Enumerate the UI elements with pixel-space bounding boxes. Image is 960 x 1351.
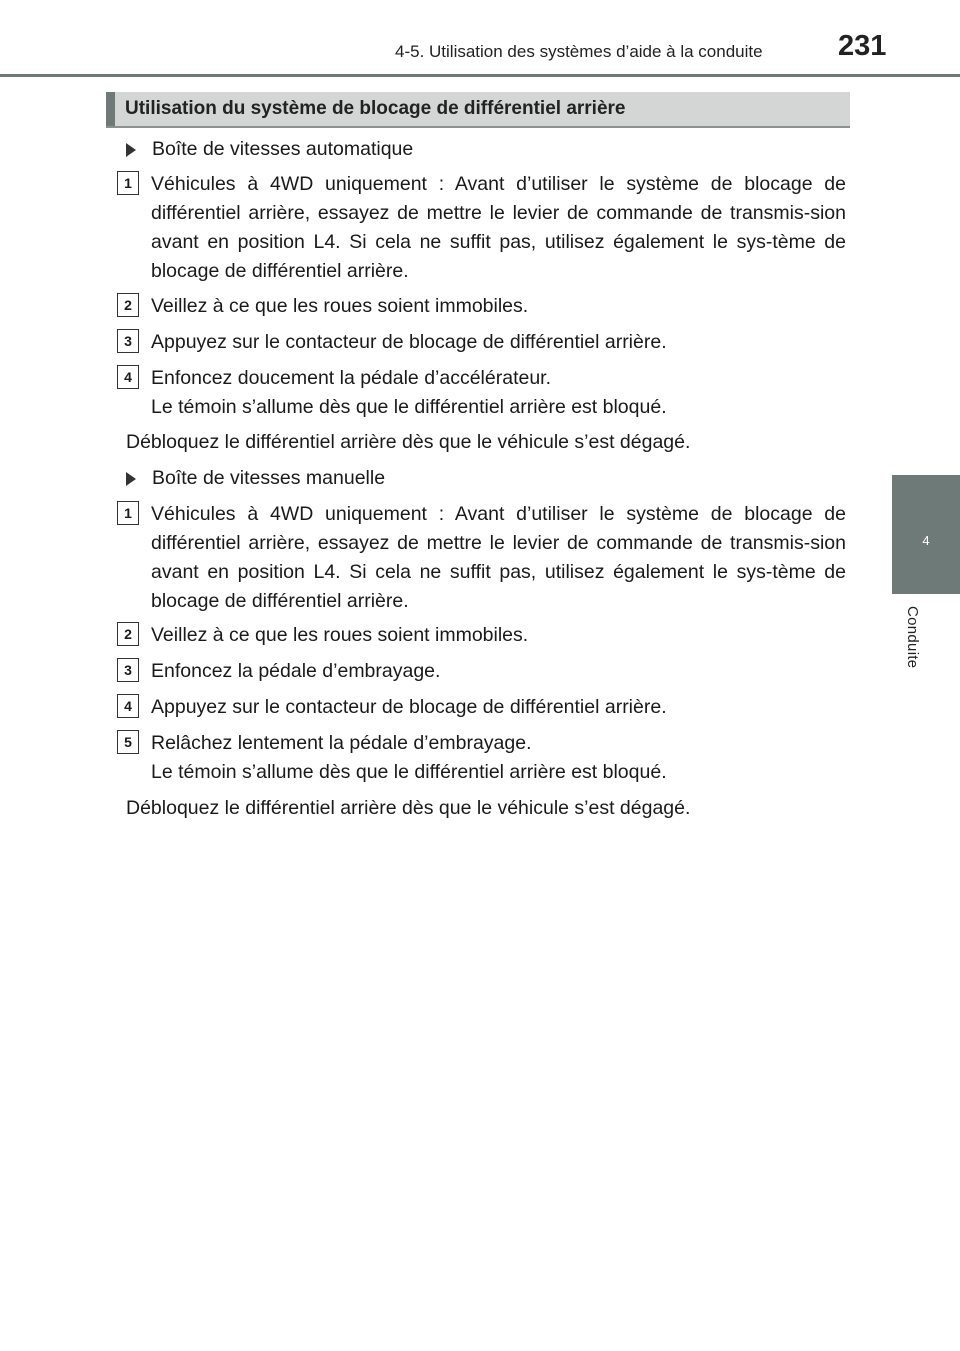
step-text: Véhicules à 4WD uniquement : Avant d’utiliser le système de blocage de différentiel arrière, essayez de mettre le levier de commande de transmis-sion avant en position L4. Si cela ne suffit pas, utilisez également le sys-tème de blocage de différentiel arrière. — [151, 503, 846, 612]
chapter-tab — [892, 475, 960, 594]
step-number-badge: 1 — [117, 501, 139, 525]
step-text: Veillez à ce que les roues soient immobiles. — [151, 295, 529, 317]
step-text: Relâchez lentement la pédale d’embrayage. — [151, 732, 532, 754]
step-text: Véhicules à 4WD uniquement : Avant d’utiliser le système de blocage de différentiel arrière, essayez de mettre le levier de commande de transmis-sion avant en position L4. Si cela ne suffit pas, utilisez également le sys-tème de blocage de différentiel arrière. — [151, 173, 846, 282]
subheading-text: Boîte de vitesses manuelle — [152, 467, 386, 489]
step-text: Veillez à ce que les roues soient immobiles. — [151, 624, 529, 646]
step-number-badge: 2 — [117, 293, 139, 317]
step-text: Enfoncez la pédale d’embrayage. — [151, 660, 441, 682]
step-text: Appuyez sur le contacteur de blocage de différentiel arrière. — [151, 696, 667, 718]
step-number-badge: 5 — [117, 730, 139, 754]
section-header-accent — [106, 92, 115, 126]
header-rule — [0, 74, 960, 77]
step-result-text: Le témoin s’allume dès que le différentiel arrière est bloqué. — [151, 761, 667, 783]
step-text: Enfoncez doucement la pédale d’accélérateur. — [151, 367, 552, 389]
triangle-bullet-icon — [126, 143, 136, 157]
section-header — [106, 92, 850, 128]
note-text: Débloquez le différentiel arrière dès que le véhicule s’est dégagé. — [126, 431, 691, 453]
running-header-section: 4-5. Utilisation des systèmes d’aide à la conduite — [395, 42, 763, 61]
step-number-badge: 4 — [117, 694, 139, 718]
step-number-badge: 3 — [117, 658, 139, 682]
section-title: Utilisation du système de blocage de différentiel arrière — [125, 98, 626, 119]
chapter-label: Conduite — [904, 606, 921, 669]
chapter-number: 4 — [922, 533, 930, 548]
step-text: Appuyez sur le contacteur de blocage de différentiel arrière. — [151, 331, 667, 353]
step-number-badge: 4 — [117, 365, 139, 389]
step-number-badge: 2 — [117, 622, 139, 646]
step-number-badge: 3 — [117, 329, 139, 353]
triangle-bullet-icon — [126, 472, 136, 486]
note-text: Débloquez le différentiel arrière dès que le véhicule s’est dégagé. — [126, 797, 691, 819]
page-number: 231 — [838, 30, 887, 62]
subheading-text: Boîte de vitesses automatique — [152, 138, 414, 160]
step-result-text: Le témoin s’allume dès que le différentiel arrière est bloqué. — [151, 396, 667, 418]
step-number-badge: 1 — [117, 171, 139, 195]
